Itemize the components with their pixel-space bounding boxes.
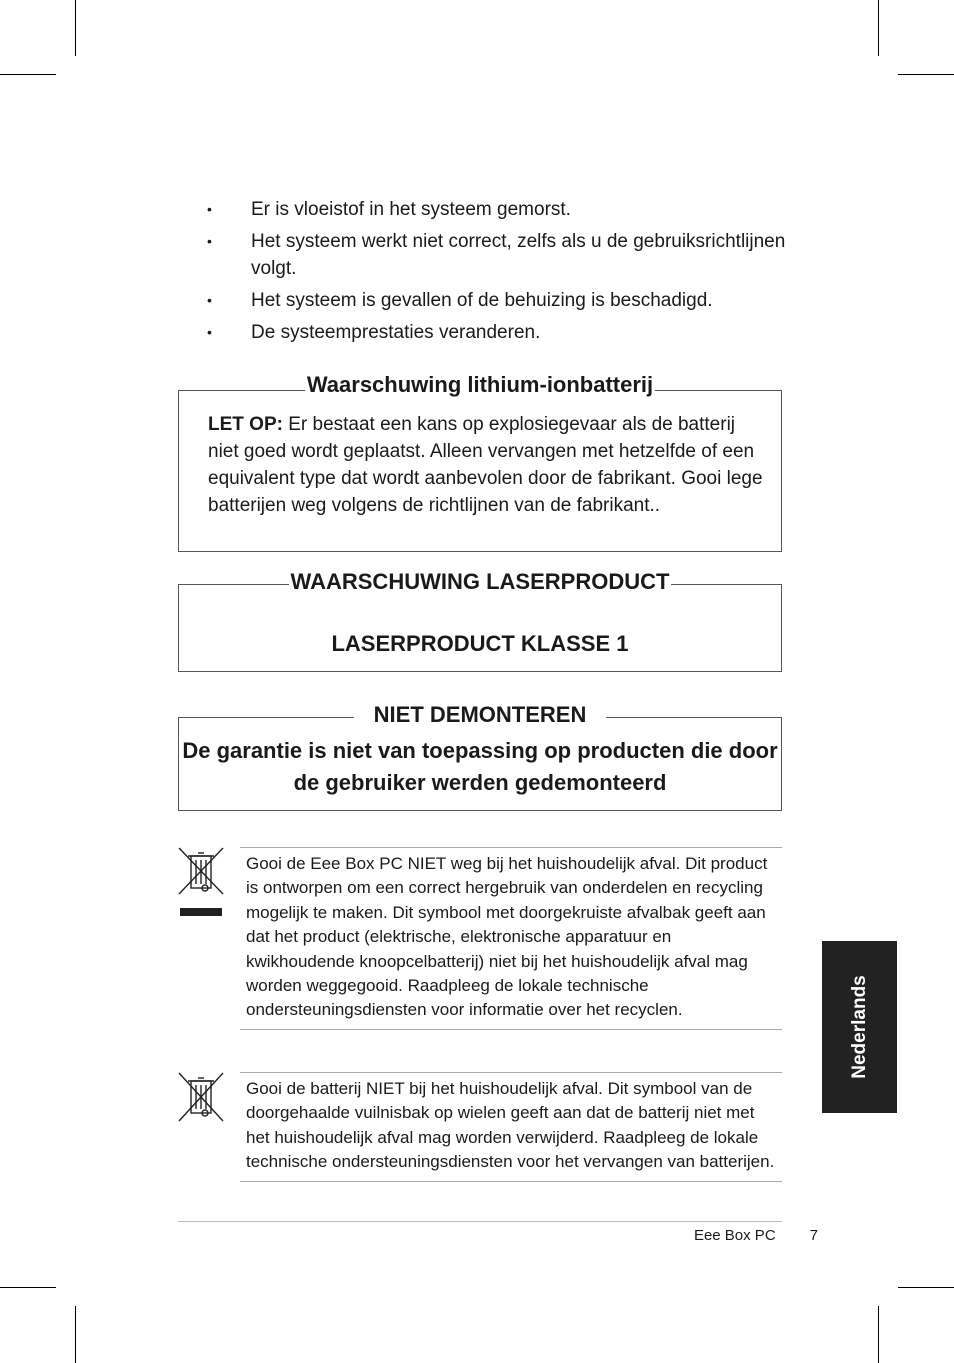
lithium-warning-box bbox=[178, 372, 782, 552]
list-item: • De systeemprestaties veranderen. bbox=[200, 319, 800, 346]
bullet-icon: • bbox=[207, 292, 212, 308]
crop-mark bbox=[75, 1306, 76, 1363]
crop-mark bbox=[75, 0, 76, 56]
crossed-wheelie-bin-icon bbox=[178, 1072, 224, 1129]
language-tab bbox=[822, 941, 897, 1113]
crop-mark bbox=[878, 1306, 879, 1363]
language-tab-label: Nederlands bbox=[848, 975, 870, 1079]
crop-mark bbox=[0, 1287, 56, 1288]
page-footer bbox=[694, 1227, 818, 1244]
bullet-icon: • bbox=[207, 201, 212, 217]
page-number: 7 bbox=[809, 1227, 818, 1244]
caution-label: LET OP: bbox=[208, 414, 283, 435]
bullet-list bbox=[200, 196, 800, 351]
lithium-warning-text: LET OP: Er bestaat een kans op explosiegevaar als de batterij niet goed wordt geplaatst. Alleen vervangen met hetzelfde of een equivalent type dat wordt aanbevolen door de fabrikant. Gooi lege batterijen weg volgens de richtlijnen van de fabrikant.. bbox=[208, 414, 763, 516]
laser-class-label: LASERPRODUCT KLASSE 1 bbox=[331, 631, 629, 656]
recycle-product-text: Gooi de Eee Box PC NIET weg bij het huishoudelijk afval. Dit product is ontworpen om een correct hergebruik van onderdelen en recycling mogelijk te maken. Dit symbool met doorgekruiste afvalbak geeft aan dat het product (elektrische, elektronische apparatuur en kwikhoudende knoopcelbatterij) niet bij het huishoudelijk afval mag worden weggegooid. Raadpleeg de lokale technische ondersteuningsdiensten voor informatie over het recyclen. bbox=[240, 847, 782, 1030]
footer-product-name: Eee Box PC bbox=[693, 1227, 776, 1244]
bullet-icon: • bbox=[207, 324, 212, 340]
crossed-wheelie-bin-icon bbox=[178, 847, 224, 924]
disassembly-warning-box bbox=[178, 702, 782, 811]
crop-mark bbox=[898, 1287, 954, 1288]
disassembly-warning-title: NIET DEMONTEREN bbox=[179, 702, 781, 728]
list-item: • Het systeem werkt niet correct, zelfs als u de gebruiksrichtlijnen volgt. bbox=[200, 228, 800, 282]
crop-mark bbox=[0, 74, 56, 75]
list-item: • Het systeem is gevallen of de behuizing is beschadigd. bbox=[200, 287, 800, 314]
footer-divider bbox=[178, 1221, 782, 1222]
crop-mark bbox=[878, 0, 879, 56]
list-item: • Er is vloeistof in het systeem gemorst. bbox=[200, 196, 800, 223]
laser-warning-box bbox=[178, 569, 782, 672]
recycle-battery-text: Gooi de batterij NIET bij het huishoudelijk afval. Dit symbool van de doorgehaalde vuilnisbak op wielen geeft aan dat de batterij niet met het huishoudelijk afval mag worden verwijderd. Raadpleeg de lokale technische ondersteuningsdiensten voor het vervangen van batterijen. bbox=[240, 1072, 782, 1182]
crop-mark bbox=[898, 74, 954, 75]
warranty-notice: De garantie is niet van toepassing op producten die door de gebruiker werden gedemonteerd bbox=[182, 738, 778, 795]
bullet-icon: • bbox=[207, 233, 212, 249]
laser-warning-title: WAARSCHUWING LASERPRODUCT bbox=[290, 569, 670, 594]
lithium-warning-title: Waarschuwing lithium-ionbatterij bbox=[306, 372, 654, 397]
